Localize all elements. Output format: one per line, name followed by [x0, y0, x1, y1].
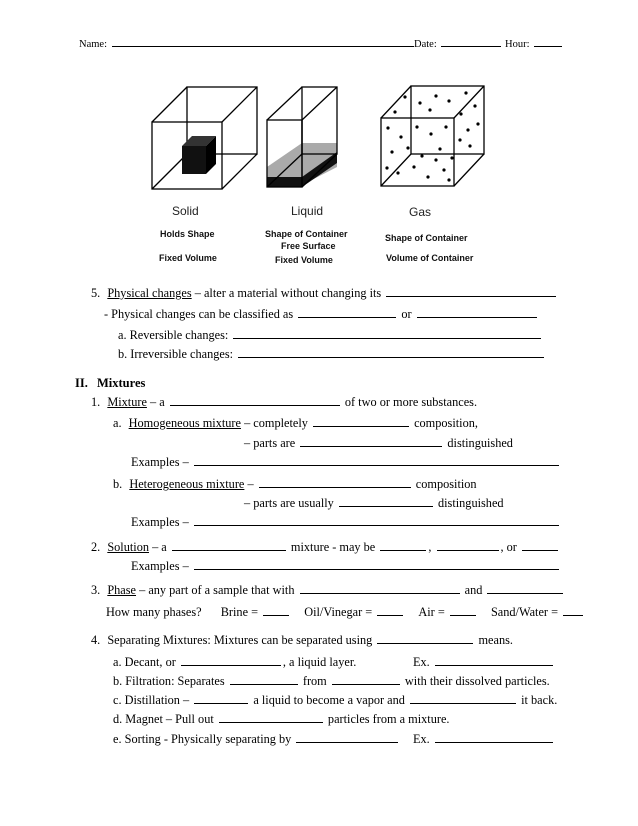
q2-blank-1[interactable]: [172, 549, 286, 551]
gas-cube-diagram: [381, 86, 484, 186]
hour-label: Hour:: [505, 39, 530, 50]
q4a-ex-label: Ex.: [413, 655, 430, 669]
q4d-line: [113, 712, 449, 727]
q2-term: Solution: [107, 540, 149, 554]
q3-sand-blank[interactable]: [563, 614, 583, 616]
q3-phases-line: [106, 605, 585, 620]
q4-means: means.: [478, 633, 513, 647]
q1b-examples-label: Examples –: [131, 515, 189, 529]
liquid-prop-surface: Free Surface: [281, 241, 336, 251]
q2-line: [91, 540, 560, 555]
q2-examples-line: [131, 559, 561, 574]
q3-oil-blank[interactable]: [377, 614, 403, 616]
q4-number: 4.: [91, 633, 101, 647]
q5-text: – alter a material without changing its: [194, 286, 382, 300]
q4c-blank-1[interactable]: [194, 702, 248, 704]
q2-mid: mixture - may be: [290, 540, 376, 554]
gas-prop-volume: Volume of Container: [386, 253, 474, 263]
q1b-line-2: [244, 496, 504, 511]
q2-or: , or: [500, 540, 517, 554]
q4a-pre: a. Decant, or: [113, 655, 176, 669]
q5-number: 5.: [91, 286, 101, 300]
q1a-line2-post: distinguished: [447, 436, 513, 450]
q3-brine-label: Brine =: [220, 605, 259, 619]
section-2-title: Mixtures: [96, 376, 146, 390]
q1a-term: Homogeneous mixture: [128, 416, 241, 430]
q1b-term: Heterogeneous mixture: [129, 477, 245, 491]
q4a-ex: [413, 655, 555, 670]
q5-classify-blank-1[interactable]: [298, 316, 396, 318]
q1a-examples-label: Examples –: [131, 455, 189, 469]
q1a-examples-line: [131, 455, 561, 470]
q3-blank-2[interactable]: [487, 592, 563, 594]
q5-irreversible-label: b. Irreversible changes:: [118, 347, 234, 361]
q1-term: Mixture: [107, 395, 147, 409]
q5-term: Physical changes: [107, 286, 192, 300]
q1a-line-2: [244, 436, 513, 451]
liquid-prop-shape: Shape of Container: [265, 229, 348, 239]
q4e-ex-blank[interactable]: [435, 741, 553, 743]
section-2-numeral: II.: [75, 376, 88, 390]
q4a-ex-blank[interactable]: [435, 664, 553, 666]
q5-classify-text: - Physical changes can be classified as: [104, 307, 294, 321]
q3-blank-1[interactable]: [300, 592, 460, 594]
q3-air-label: Air =: [418, 605, 445, 619]
q1b-text2: composition: [415, 477, 477, 491]
q5-line: [91, 286, 558, 301]
q1b-line2-pre: – parts are usually: [244, 496, 334, 510]
q4e-line: [113, 732, 400, 747]
q4e-blank[interactable]: [296, 741, 398, 743]
q3-term: Phase: [107, 583, 137, 597]
q2-blank-2[interactable]: [380, 549, 426, 551]
q1a-line2-pre: – parts are: [244, 436, 296, 450]
solid-label: Solid: [172, 204, 199, 218]
name-label: Name:: [79, 39, 107, 50]
q4a-blank[interactable]: [181, 664, 281, 666]
q4b-line: [113, 674, 550, 689]
q5-irreversible-line: [118, 347, 546, 362]
q4a-line: [113, 655, 356, 670]
q4d-pre: d. Magnet – Pull out: [113, 712, 214, 726]
q4e-ex-label: Ex.: [413, 732, 430, 746]
q3-phases-question: How many phases?: [106, 605, 202, 619]
liquid-cube-diagram: [267, 87, 337, 187]
q4c-line: [113, 693, 557, 708]
q2-blank-3[interactable]: [437, 549, 499, 551]
q2-comma: ,: [428, 540, 432, 554]
section-2-heading: [75, 376, 145, 391]
q4e-ex: [413, 732, 555, 747]
q1b-line2-post: distinguished: [437, 496, 504, 510]
q2-blank-4[interactable]: [522, 549, 558, 551]
q2-number: 2.: [91, 540, 101, 554]
q1a-prefix: a.: [113, 416, 122, 430]
q4c-post: it back.: [521, 693, 558, 707]
gas-label: Gas: [409, 205, 432, 219]
q1b-blank-1[interactable]: [259, 486, 411, 488]
q3-brine-blank[interactable]: [263, 614, 289, 616]
q3-oil-label: Oil/Vinegar =: [304, 605, 373, 619]
q1a-blank-2[interactable]: [300, 445, 442, 447]
liquid-label: Liquid: [291, 204, 324, 218]
q4b-from: from: [302, 674, 327, 688]
q2-examples-blank[interactable]: [194, 568, 559, 570]
q1b-examples-blank[interactable]: [194, 524, 559, 526]
q1b-blank-2[interactable]: [339, 505, 433, 507]
q4e-pre: e. Sorting - Physically separating by: [113, 732, 292, 746]
date-label: Date:: [414, 39, 437, 50]
q4a-post: , a liquid layer.: [282, 655, 357, 669]
q3-and: and: [464, 583, 483, 597]
q2-examples-label: Examples –: [131, 559, 189, 573]
q1-line: [91, 395, 477, 410]
q3-sand-label: Sand/Water =: [490, 605, 559, 619]
solid-prop-shape: Holds Shape: [160, 229, 215, 239]
q2-pre: – a: [152, 540, 167, 554]
q4-blank[interactable]: [377, 642, 473, 644]
q5-classify-blank-2[interactable]: [417, 316, 537, 318]
q4b-blank-1[interactable]: [230, 683, 298, 685]
q4c-pre: c. Distillation –: [113, 693, 190, 707]
q1a-line: [113, 416, 478, 431]
q5-reversible-blank[interactable]: [233, 337, 541, 339]
liquid-prop-volume: Fixed Volume: [275, 255, 333, 265]
q4-intro: Separating Mixtures: Mixtures can be separated using: [107, 633, 373, 647]
q3-line: [91, 583, 565, 598]
q1a-text2: composition,: [414, 416, 478, 430]
q4-line: [91, 633, 513, 648]
q1b-line: [113, 477, 477, 492]
q1a-blank-1[interactable]: [313, 425, 409, 427]
q1a-examples-blank[interactable]: [194, 464, 559, 466]
q1b-text1: –: [247, 477, 254, 491]
q3-air-blank[interactable]: [450, 614, 476, 616]
gas-prop-shape: Shape of Container: [385, 233, 468, 243]
q5-reversible-line: [118, 328, 543, 343]
q4b-post: with their dissolved particles.: [404, 674, 550, 688]
q5-or: or: [401, 307, 412, 321]
q4d-post: particles from a mixture.: [327, 712, 450, 726]
q4b-pre: b. Filtration: Separates: [113, 674, 225, 688]
q4c-mid: a liquid to become a vapor and: [253, 693, 405, 707]
q1-number: 1.: [91, 395, 101, 409]
q1a-text1: – completely: [244, 416, 308, 430]
solid-prop-volume: Fixed Volume: [159, 253, 217, 263]
solid-block: [182, 136, 216, 174]
q1b-examples-line: [131, 515, 561, 530]
q3-number: 3.: [91, 583, 101, 597]
q1b-prefix: b.: [113, 477, 123, 491]
q5-blank[interactable]: [386, 295, 556, 297]
q4d-blank[interactable]: [219, 721, 323, 723]
q1-blank[interactable]: [170, 404, 340, 406]
q4b-blank-2[interactable]: [332, 683, 400, 685]
q5-classify-line: [104, 307, 539, 322]
q4c-blank-2[interactable]: [410, 702, 516, 704]
q1-pre: – a: [150, 395, 165, 409]
q3-pre: – any part of a sample that with: [139, 583, 295, 597]
q1-post: of two or more substances.: [344, 395, 478, 409]
q5-irreversible-blank[interactable]: [238, 356, 544, 358]
q5-reversible-label: a. Reversible changes:: [118, 328, 229, 342]
